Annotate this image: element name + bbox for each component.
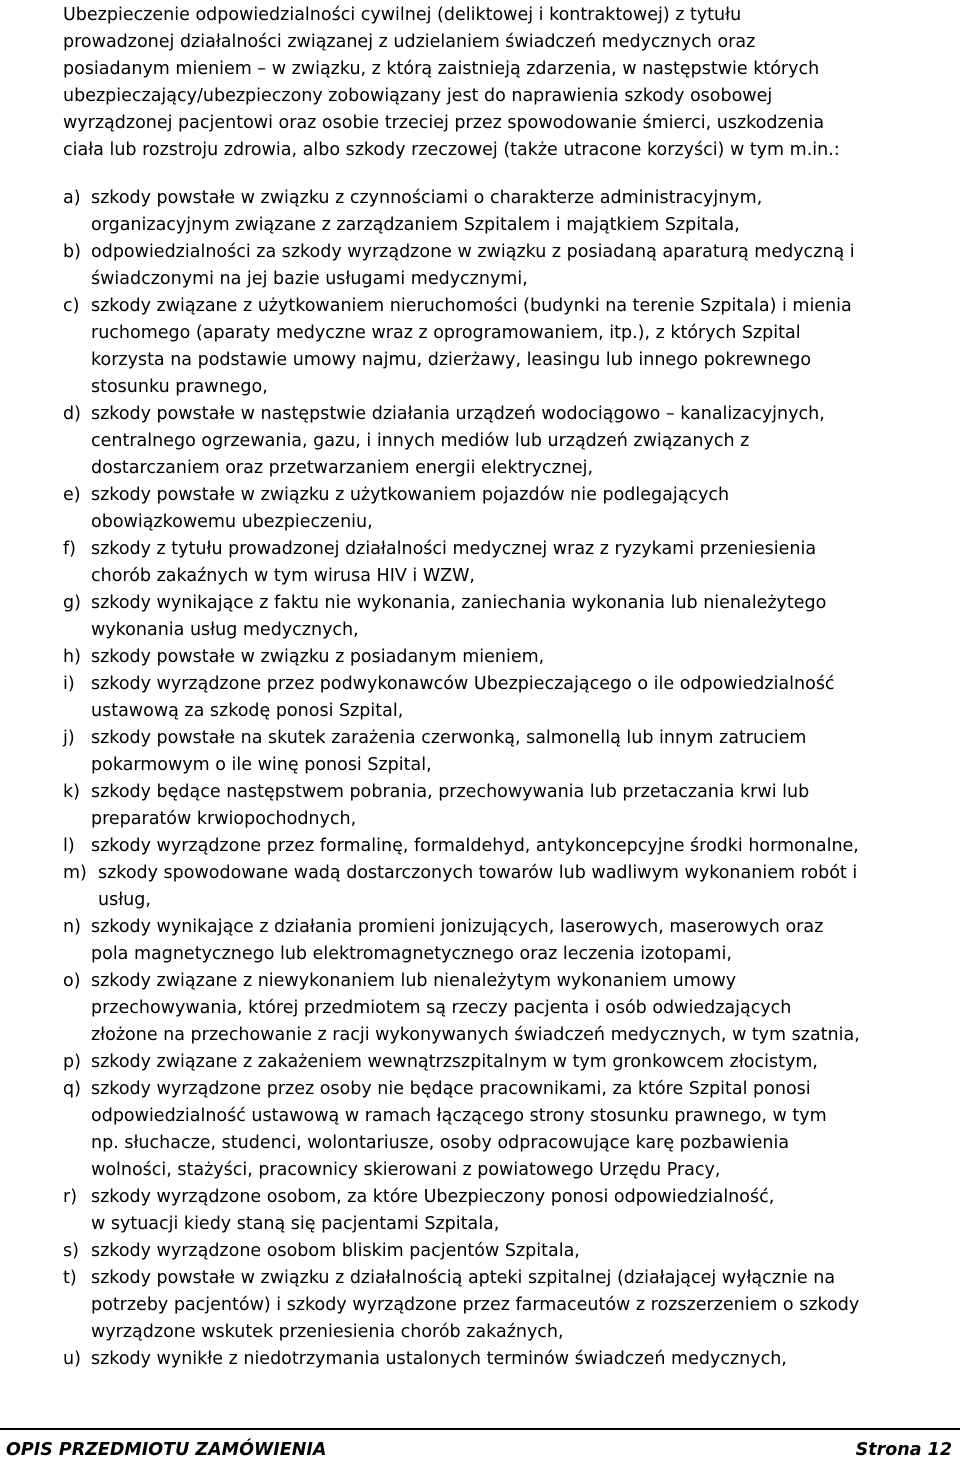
list-item xyxy=(63,968,958,1049)
list-item-row xyxy=(63,725,958,752)
footer-divider xyxy=(0,1428,960,1430)
intro-paragraph xyxy=(63,2,953,164)
intro-line: ubezpieczający/ubezpieczony zobowiązany jest do naprawienia szkody osobowej xyxy=(63,86,773,106)
list-item-text: szkody związane z niewykonaniem lub nienależytym wykonaniem umowy xyxy=(91,971,737,991)
list-item-row xyxy=(63,401,958,428)
list-item-text: szkody z tytułu prowadzonej działalności medycznej wraz z ryzykami przeniesienia xyxy=(91,539,817,559)
list-item-text: szkody powstałe w związku z działalnością apteki szpitalnej (działającej wyłącznie na xyxy=(91,1268,836,1288)
list-item-text: w sytuacji kiedy staną się pacjentami Szpitala, xyxy=(91,1214,500,1234)
list-item-text: szkody wyrządzone przez podwykonawców Ubezpieczającego o ile odpowiedzialność xyxy=(91,674,835,694)
list-item xyxy=(63,1184,958,1238)
list-item-marker: a) xyxy=(63,188,81,208)
list-item-text: szkody spowodowane wadą dostarczonych towarów lub wadliwym wykonaniem robót i xyxy=(98,863,858,883)
list-item-text: np. słuchacze, studenci, wolontariusze, osoby odpracowujące karę pozbawienia xyxy=(91,1133,790,1153)
list-item-text: szkody wyrządzone przez formalinę, formaldehyd, antykoncepcyjne środki hormonalne, xyxy=(91,836,859,856)
list-item xyxy=(63,1346,958,1373)
list-item-text: złożone na przechowanie z racji wykonywanych świadczeń medycznych, w tym szatnia, xyxy=(91,1025,860,1045)
list-item-row xyxy=(63,698,958,725)
list-item-row xyxy=(63,1346,958,1373)
list-item-text: korzysta na podstawie umowy najmu, dzierżawy, leasingu lub innego pokrewnego xyxy=(91,350,812,370)
list-item-row xyxy=(63,887,958,914)
list-item-marker: q) xyxy=(63,1079,81,1099)
list-item-row xyxy=(63,1157,958,1184)
list-item-row xyxy=(63,1076,958,1103)
list-item-text: szkody wynikające z działania promieni jonizujących, laserowych, maserowych oraz xyxy=(91,917,824,937)
footer-title: OPIS PRZEDMIOTU ZAMÓWIENIA xyxy=(6,1440,327,1460)
list-item-row xyxy=(63,1130,958,1157)
list-item-marker: j) xyxy=(63,728,75,748)
list-item xyxy=(63,644,958,671)
list-item-text: pola magnetycznego lub elektromagnetycznego oraz leczenia izotopami, xyxy=(91,944,732,964)
list-item-text: ruchomego (aparaty medyczne wraz z oprogramowaniem, itp.), z których Szpital xyxy=(91,323,801,343)
list-item-row xyxy=(63,617,958,644)
list-item-row xyxy=(63,1292,958,1319)
list-item-row xyxy=(63,590,958,617)
intro-line: ciała lub rozstroju zdrowia, albo szkody rzeczowej (także utracone korzyści) w tym m.in.: xyxy=(63,140,840,160)
list-item-marker: p) xyxy=(63,1052,81,1072)
list-item-row xyxy=(63,428,958,455)
list-item-row xyxy=(63,536,958,563)
list-item-text: świadczonymi na jej bazie usługami medycznymi, xyxy=(91,269,528,289)
list-item-row xyxy=(63,968,958,995)
list-item-marker: u) xyxy=(63,1349,81,1369)
list-item xyxy=(63,1265,958,1346)
list-item-row xyxy=(63,185,958,212)
list-item-row xyxy=(63,1319,958,1346)
list-item-row xyxy=(63,995,958,1022)
list-item xyxy=(63,671,958,725)
list-item-text: szkody wynikłe z niedotrzymania ustalonych terminów świadczeń medycznych, xyxy=(91,1349,787,1369)
list-item xyxy=(63,401,958,482)
list-item-text: usług, xyxy=(98,890,151,910)
intro-line: wyrządzonej pacjentowi oraz osobie trzeciej przez spowodowanie śmierci, uszkodzenia xyxy=(63,113,825,133)
list-item-text: obowiązkowemu ubezpieczeniu, xyxy=(91,512,373,532)
list-item-row xyxy=(63,779,958,806)
list-item-row xyxy=(63,1238,958,1265)
list-item xyxy=(63,860,958,914)
list-item-row xyxy=(63,239,958,266)
list-item-row xyxy=(63,509,958,536)
list-item-marker: h) xyxy=(63,647,81,667)
list-item-marker: i) xyxy=(63,674,75,694)
list-item xyxy=(63,914,958,968)
list-item-marker: t) xyxy=(63,1268,77,1288)
list-item-row xyxy=(63,941,958,968)
list-item-row xyxy=(63,644,958,671)
list-item xyxy=(63,293,958,401)
list-item-row xyxy=(63,1022,958,1049)
list-item-text: pokarmowym o ile winę ponosi Szpital, xyxy=(91,755,432,775)
intro-line: prowadzonej działalności związanej z udzielaniem świadczeń medycznych oraz xyxy=(63,32,756,52)
list-item-marker: o) xyxy=(63,971,81,991)
list-item-text: szkody powstałe w związku z posiadanym mieniem, xyxy=(91,647,545,667)
list-item xyxy=(63,590,958,644)
list-item-text: dostarczaniem oraz przetwarzaniem energii elektrycznej, xyxy=(91,458,594,478)
list-item-row xyxy=(63,752,958,779)
list-item-marker: k) xyxy=(63,782,80,802)
list-item-text: szkody będące następstwem pobrania, przechowywania lub przetaczania krwi lub xyxy=(91,782,810,802)
list-item-text: organizacyjnym związane z zarządzaniem Szpitalem i majątkiem Szpitala, xyxy=(91,215,740,235)
list-item-marker: n) xyxy=(63,917,81,937)
list-item-text: odpowiedzialność ustawową w ramach łączącego strony stosunku prawnego, w tym xyxy=(91,1106,827,1126)
list-item-row xyxy=(63,455,958,482)
list-item-row xyxy=(63,293,958,320)
list-item-row xyxy=(63,1211,958,1238)
list-item-row xyxy=(63,1184,958,1211)
list-item-text: szkody wyrządzone osobom, za które Ubezpieczony ponosi odpowiedzialność, xyxy=(91,1187,775,1207)
list-item-row xyxy=(63,860,958,887)
list-item-row xyxy=(63,320,958,347)
list-item xyxy=(63,239,958,293)
list-item-text: potrzeby pacjentów) i szkody wyrządzone przez farmaceutów z rozszerzeniem o szkody xyxy=(91,1295,860,1315)
list-item-text: szkody powstałe w związku z użytkowaniem pojazdów nie podlegających xyxy=(91,485,730,505)
list-item-text: szkody wyrządzone osobom bliskim pacjentów Szpitala, xyxy=(91,1241,580,1261)
list-item-text: wolności, stażyści, pracownicy skierowani z powiatowego Urzędu Pracy, xyxy=(91,1160,721,1180)
list-item-text: ustawową za szkodę ponosi Szpital, xyxy=(91,701,404,721)
list-item-row xyxy=(63,347,958,374)
list-item-row xyxy=(63,374,958,401)
list-item-row xyxy=(63,1103,958,1130)
list-item-text: szkody wyrządzone przez osoby nie będące pracownikami, za które Szpital ponosi xyxy=(91,1079,811,1099)
list-item-row xyxy=(63,212,958,239)
exclusions-list xyxy=(63,185,958,1373)
intro-line: Ubezpieczenie odpowiedzialności cywilnej (deliktowej i kontraktowej) z tytułu xyxy=(63,5,742,25)
list-item-marker: l) xyxy=(63,836,75,856)
list-item-marker: c) xyxy=(63,296,80,316)
list-item-marker: m) xyxy=(63,863,87,883)
list-item xyxy=(63,482,958,536)
list-item-row xyxy=(63,1265,958,1292)
list-item-text: szkody powstałe na skutek zarażenia czerwonką, salmonellą lub innym zatruciem xyxy=(91,728,807,748)
list-item-marker: r) xyxy=(63,1187,78,1207)
list-item-marker: f) xyxy=(63,539,76,559)
list-item xyxy=(63,1049,958,1076)
list-item xyxy=(63,1076,958,1184)
list-item-text: stosunku prawnego, xyxy=(91,377,268,397)
list-item-row xyxy=(63,1049,958,1076)
list-item-text: szkody związane z zakażeniem wewnątrzszpitalnym w tym gronkowcem złocistym, xyxy=(91,1052,818,1072)
intro-line: posiadanym mieniem – w związku, z którą zaistnieją zdarzenia, w następstwie których xyxy=(63,59,820,79)
list-item-row xyxy=(63,671,958,698)
list-item-text: szkody wynikające z faktu nie wykonania, zaniechania wykonania lub nienależytego xyxy=(91,593,827,613)
list-item xyxy=(63,185,958,239)
list-item xyxy=(63,725,958,779)
list-item xyxy=(63,833,958,860)
list-item-text: szkody związane z użytkowaniem nieruchomości (budynki na terenie Szpitala) i mienia xyxy=(91,296,852,316)
list-item-marker: d) xyxy=(63,404,81,424)
list-item-row xyxy=(63,806,958,833)
list-item-text: chorób zakaźnych w tym wirusa HIV i WZW, xyxy=(91,566,475,586)
list-item-marker: e) xyxy=(63,485,81,505)
list-item-row xyxy=(63,266,958,293)
list-item xyxy=(63,1238,958,1265)
list-item-text: szkody powstałe w następstwie działania urządzeń wodociągowo – kanalizacyjnych, xyxy=(91,404,825,424)
list-item-marker: b) xyxy=(63,242,81,262)
list-item-row xyxy=(63,563,958,590)
footer-page-number: Strona 12 xyxy=(855,1440,952,1460)
list-item xyxy=(63,779,958,833)
list-item-row xyxy=(63,914,958,941)
list-item xyxy=(63,536,958,590)
list-item-text: wykonania usług medycznych, xyxy=(91,620,359,640)
list-item-marker: s) xyxy=(63,1241,79,1261)
list-item-text: szkody powstałe w związku z czynnościami o charakterze administracyjnym, xyxy=(91,188,763,208)
list-item-text: preparatów krwiopochodnych, xyxy=(91,809,357,829)
list-item-text: odpowiedzialności za szkody wyrządzone w związku z posiadaną aparaturą medyczną i xyxy=(91,242,855,262)
list-item-row xyxy=(63,833,958,860)
list-item-text: centralnego ogrzewania, gazu, i innych mediów lub urządzeń związanych z xyxy=(91,431,750,451)
list-item-text: przechowywania, której przedmiotem są rzeczy pacjenta i osób odwiedzających xyxy=(91,998,792,1018)
list-item-text: wyrządzone wskutek przeniesienia chorób zakaźnych, xyxy=(91,1322,564,1342)
list-item-marker: g) xyxy=(63,593,81,613)
list-item-row xyxy=(63,482,958,509)
